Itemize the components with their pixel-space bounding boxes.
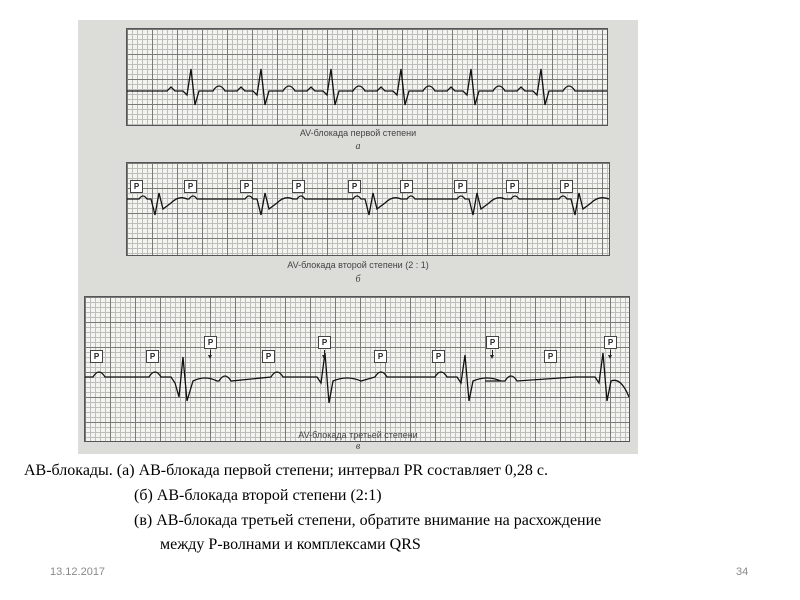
slide-date: 13.12.2017 — [50, 566, 106, 578]
p-wave-marker: P — [454, 180, 467, 193]
panel-a-letter: а — [355, 141, 361, 152]
p-wave-marker: P — [544, 350, 557, 363]
description-line-1: АВ-блокады. (а) АВ-блокада первой степени; интервал PR составляет 0,28 с. — [24, 462, 548, 479]
p-wave-arrow — [324, 350, 325, 356]
p-wave-marker: P — [262, 350, 275, 363]
ecg-figure-scan — [78, 20, 638, 454]
p-wave-marker: P — [146, 350, 159, 363]
description-line-3: (в) АВ-блокада третьей степени, обратите внимание на расхождение — [134, 512, 602, 529]
description-line-4: между Р-волнами и комплексами QRS — [160, 536, 421, 553]
p-wave-marker: P — [486, 336, 499, 349]
p-wave-marker: P — [348, 180, 361, 193]
p-wave-arrow — [492, 350, 493, 356]
panel-c-letter: в — [355, 441, 361, 452]
p-wave-marker: P — [204, 336, 217, 349]
description-line-2: (б) АВ-блокада второй степени (2:1) — [134, 487, 382, 504]
p-wave-marker: P — [292, 180, 305, 193]
p-wave-marker: P — [560, 180, 573, 193]
p-wave-marker: P — [184, 180, 197, 193]
ecg-trace-first-degree — [127, 29, 607, 125]
ecg-strip-second-degree — [126, 162, 610, 256]
p-wave-arrow — [610, 350, 611, 356]
p-wave-marker: P — [604, 336, 617, 349]
panel-b-letter: б — [355, 274, 361, 285]
p-wave-marker: P — [506, 180, 519, 193]
slide-number: 34 — [736, 566, 749, 578]
p-wave-marker: P — [90, 350, 103, 363]
p-wave-marker: P — [130, 180, 143, 193]
panel-c-caption: AV-блокада третьей степени — [298, 430, 418, 440]
ecg-trace-second-degree — [127, 163, 609, 255]
p-wave-marker: P — [240, 180, 253, 193]
ecg-trace-third-degree — [85, 297, 629, 441]
p-wave-marker: P — [432, 350, 445, 363]
panel-a-caption: AV-блокада первой степени — [299, 128, 417, 138]
ecg-strip-third-degree — [84, 296, 630, 442]
p-wave-marker: P — [400, 180, 413, 193]
p-wave-marker: P — [374, 350, 387, 363]
p-wave-arrow — [210, 350, 211, 356]
p-wave-marker: P — [318, 336, 331, 349]
ecg-strip-first-degree — [126, 28, 608, 126]
panel-b-caption: AV-блокада второй степени (2 : 1) — [287, 260, 429, 270]
